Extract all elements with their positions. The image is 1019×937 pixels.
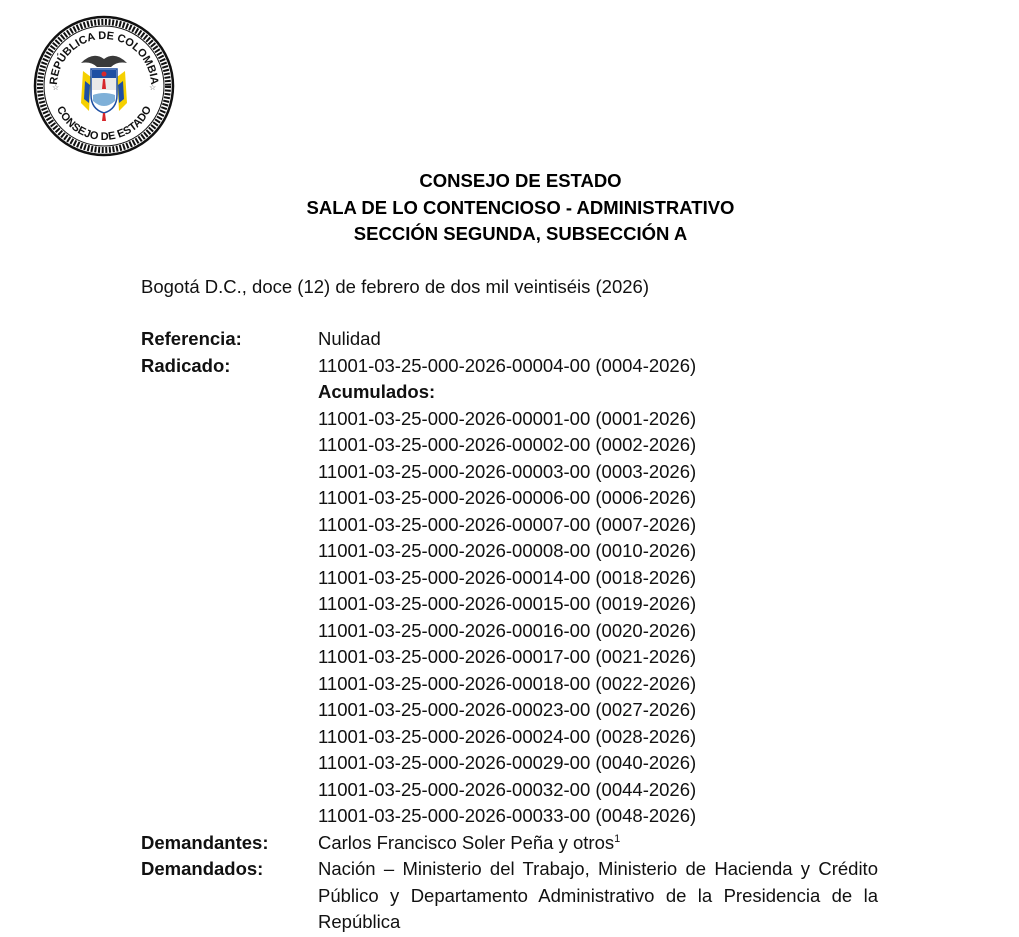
referencia-row xyxy=(141,326,878,353)
case-metadata xyxy=(141,326,878,936)
acumulado-item: 11001-03-25-000-2026-00014-00 (0018-2026) xyxy=(318,566,697,588)
acumulado-item: 11001-03-25-000-2026-00032-00 (0044-2026) xyxy=(318,778,697,800)
acumulado-item: 11001-03-25-000-2026-00029-00 (0040-2026) xyxy=(318,752,697,773)
acumulado-item: 11001-03-25-000-2026-00023-00 (0027-2026) xyxy=(318,699,697,720)
referencia-label: Referencia: xyxy=(141,328,242,349)
acumulado-item: 11001-03-25-000-2026-00015-00 (0019-2026) xyxy=(318,593,697,614)
acumulado-item: 11001-03-25-000-2026-00002-00 (0002-2026) xyxy=(318,434,697,455)
acumulado-item: 11001-03-25-000-2026-00001-00 (0001-2026) xyxy=(318,407,697,429)
seal-text-top: REPÚBLICA DE COLOMBIA xyxy=(47,29,161,86)
acumulado-item: 11001-03-25-000-2026-00006-00 (0006-2026) xyxy=(318,487,697,508)
acumulado-item: 11001-03-25-000-2026-00008-00 (0010-2026) xyxy=(318,540,697,561)
acumulado-item: 11001-03-25-000-2026-00033-00 (0048-2026) xyxy=(318,805,697,826)
demandados-value: Nación – Ministerio del Trabajo, Ministerio de Hacienda y Crédito Público y Departamento Administrativo de la Presidencia de la República xyxy=(318,858,878,932)
heading-line-institution: CONSEJO DE ESTADO xyxy=(419,170,622,191)
acumulado-item: 11001-03-25-000-2026-00017-00 (0021-2026) xyxy=(318,646,697,667)
demandados-row xyxy=(141,856,878,936)
acumulados-list xyxy=(318,406,878,830)
acumulado-item: 11001-03-25-000-2026-00007-00 (0007-2026) xyxy=(318,513,697,535)
document-heading xyxy=(0,168,1019,248)
acumulados-label: Acumulados: xyxy=(318,381,436,402)
demandantes-label: Demandantes: xyxy=(141,831,269,853)
heading-line-sala: SALA DE LO CONTENCIOSO - ADMINISTRATIVO xyxy=(306,196,735,218)
acumulado-item: 11001-03-25-000-2026-00016-00 (0020-2026) xyxy=(318,619,697,641)
acumulado-item: 11001-03-25-000-2026-00024-00 (0028-2026) xyxy=(318,725,697,747)
radicado-row xyxy=(141,353,878,830)
footnote-reference[interactable]: 1 xyxy=(614,832,621,845)
star-icon: ☆ xyxy=(149,83,157,92)
acumulado-item: 11001-03-25-000-2026-00018-00 (0022-2026) xyxy=(318,672,697,694)
demandantes-value: Carlos Francisco Soler Peña y otros xyxy=(318,831,615,853)
consejo-de-estado-seal xyxy=(33,15,175,157)
heading-line-seccion: SECCIÓN SEGUNDA, SUBSECCIÓN A xyxy=(353,223,688,244)
star-icon: ☆ xyxy=(52,83,60,92)
seal-text-bottom: CONSEJO DE ESTADO xyxy=(53,104,155,144)
acumulado-item: 11001-03-25-000-2026-00003-00 (0003-2026) xyxy=(318,460,697,482)
dateline: Bogotá D.C., doce (12) de febrero de dos mil veintiséis (2026) xyxy=(141,276,649,297)
demandados-label: Demandados: xyxy=(141,858,264,879)
demandantes-row xyxy=(141,830,878,857)
referencia-value: Nulidad xyxy=(318,328,381,349)
radicado-value: 11001-03-25-000-2026-00004-00 (0004-2026) xyxy=(318,354,697,376)
radicado-label: Radicado: xyxy=(141,354,231,376)
